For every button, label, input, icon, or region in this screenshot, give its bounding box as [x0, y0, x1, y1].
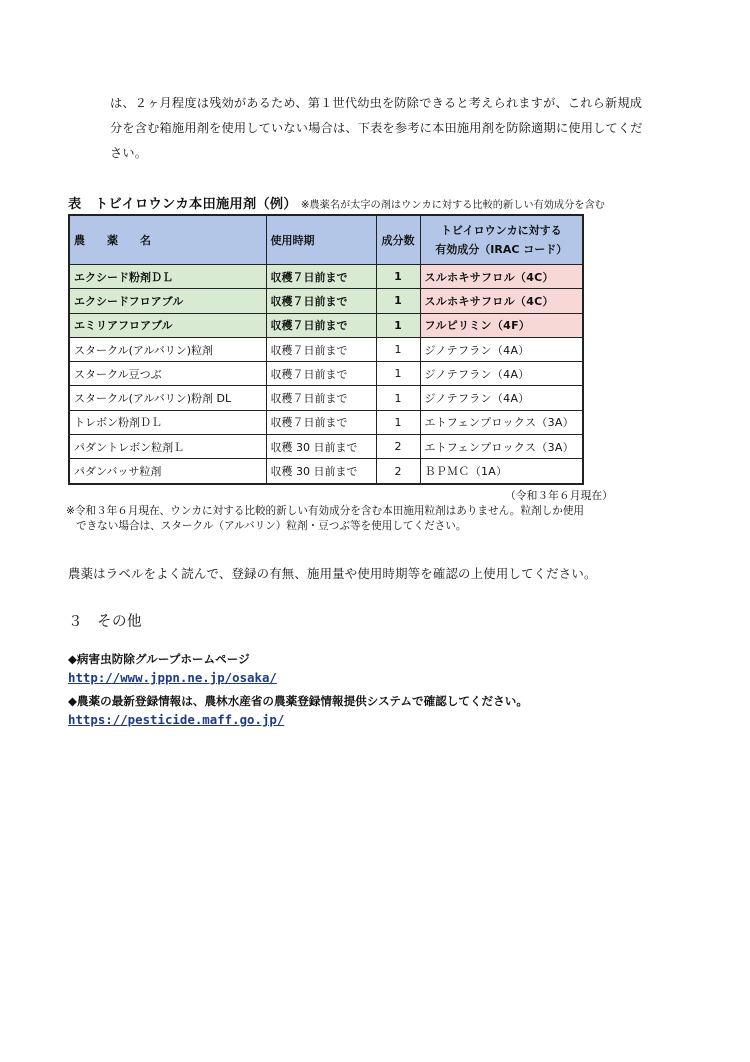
homepage-link[interactable]: http://www.jppn.ne.jp/osaka/: [68, 670, 277, 685]
cell-active: スルホキサフロル（4C）: [420, 289, 583, 313]
cell-count: 2: [376, 459, 420, 484]
cell-name: エクシードフロアブル: [69, 289, 266, 313]
cell-count: 1: [376, 337, 420, 361]
cell-count: 1: [376, 289, 420, 313]
cell-active: ジノテフラン（4A）: [420, 337, 583, 361]
section-number: ３: [68, 614, 83, 630]
header-active-line1: トビイロウンカに対する: [440, 224, 562, 237]
cell-name: パダンバッサ粒剤: [69, 459, 266, 484]
cell-timing: 収穫７日前まで: [266, 386, 376, 410]
usage-advice: 農薬はラベルをよく読んで、登録の有無、施用量や使用時期等を確認の上使用してください。: [68, 566, 597, 581]
header-timing: 使用時期: [266, 215, 376, 265]
table-row: [69, 289, 583, 313]
cell-active: フルピリミン（4F）: [420, 313, 583, 337]
intro-paragraph: [110, 91, 700, 166]
header-active-line2: 有効成分（IRAC コード）: [435, 243, 568, 256]
header-name: 農 薬 名: [69, 215, 266, 265]
table-row: [69, 410, 583, 434]
cell-active: エトフェンプロックス（3A）: [420, 410, 583, 434]
cell-active: ジノテフラン（4A）: [420, 362, 583, 386]
cell-count: 1: [376, 386, 420, 410]
pesticide-table: [68, 214, 584, 485]
cell-name: スタークル(アルバリン)粒剤: [69, 337, 266, 361]
table-row: [69, 313, 583, 337]
link-label: ◆病害虫防除グループホームページ: [68, 652, 250, 666]
cell-timing: 収穫７日前まで: [266, 410, 376, 434]
cell-timing: 収穫７日前まで: [266, 362, 376, 386]
table-as-of-date: （令和３年６月現在）: [505, 489, 613, 502]
pesticide-registry-link[interactable]: https://pesticide.maff.go.jp/: [68, 712, 285, 727]
cell-name: スタークル(アルバリン)粉剤 DL: [69, 386, 266, 410]
table-caption-note: ※農薬名が太字の剤はウンカに対する比較的新しい有効成分を含む: [300, 200, 605, 211]
cell-name: パダントレボン粒剤Ｌ: [69, 435, 266, 459]
cell-count: 1: [376, 313, 420, 337]
table-caption: [68, 193, 708, 212]
cell-timing: 収穫 30 日前まで: [266, 459, 376, 484]
footnote-line: できない場合は、スタークル（アルバリン）粒剤・豆つぶ等を使用してください。: [76, 520, 467, 532]
cell-name: エミリアフロアブル: [69, 313, 266, 337]
cell-active: スルホキサフロル（4C）: [420, 265, 583, 289]
table-footnote: [66, 504, 666, 534]
cell-count: 1: [376, 265, 420, 289]
reference-links: [68, 652, 688, 728]
cell-name: トレボン粉剤ＤＬ: [69, 410, 266, 434]
header-components: 成分数: [376, 215, 420, 265]
link-label: ◆農薬の最新登録情報は、農林水産省の農薬登録情報提供システムで確認してください。: [68, 694, 528, 708]
table-row: [69, 362, 583, 386]
header-active-ingredient: [420, 215, 583, 265]
cell-name: スタークル豆つぶ: [69, 362, 266, 386]
cell-count: 1: [376, 410, 420, 434]
table-title: 表 トビイロウンカ本田施用剤（例）: [68, 197, 297, 212]
footnote-line: ※令和３年６月現在、ウンカに対する比較的新しい有効成分を含む本田施用粒剤はありません。粒剤しか使用: [66, 505, 585, 517]
cell-active: ジノテフラン（4A）: [420, 386, 583, 410]
cell-count: 1: [376, 362, 420, 386]
intro-line: さい。: [110, 146, 148, 160]
table-row: [69, 435, 583, 459]
cell-active: ＢＰＭＣ（1A）: [420, 459, 583, 484]
intro-line: 分を含む箱施用剤を使用していない場合は、下表を参考に本田施用剤を防除適期に使用してくだ: [110, 121, 643, 135]
cell-timing: 収穫７日前まで: [266, 337, 376, 361]
cell-timing: 収穫７日前まで: [266, 313, 376, 337]
cell-timing: 収穫７日前まで: [266, 265, 376, 289]
table-row: [69, 386, 583, 410]
table-header-row: [69, 215, 583, 265]
cell-name: エクシード粉剤ＤＬ: [69, 265, 266, 289]
cell-count: 2: [376, 435, 420, 459]
cell-timing: 収穫 30 日前まで: [266, 435, 376, 459]
intro-line: は、２ヶ月程度は残効があるため、第１世代幼虫を防除できると考えられますが、これら新規成: [110, 96, 643, 110]
cell-timing: 収穫７日前まで: [266, 289, 376, 313]
cell-active: エトフェンプロックス（3A）: [420, 435, 583, 459]
table-row: [69, 459, 583, 484]
section-heading: [68, 610, 142, 631]
table-row: [69, 265, 583, 289]
section-title: その他: [97, 614, 142, 630]
table-row: [69, 337, 583, 361]
